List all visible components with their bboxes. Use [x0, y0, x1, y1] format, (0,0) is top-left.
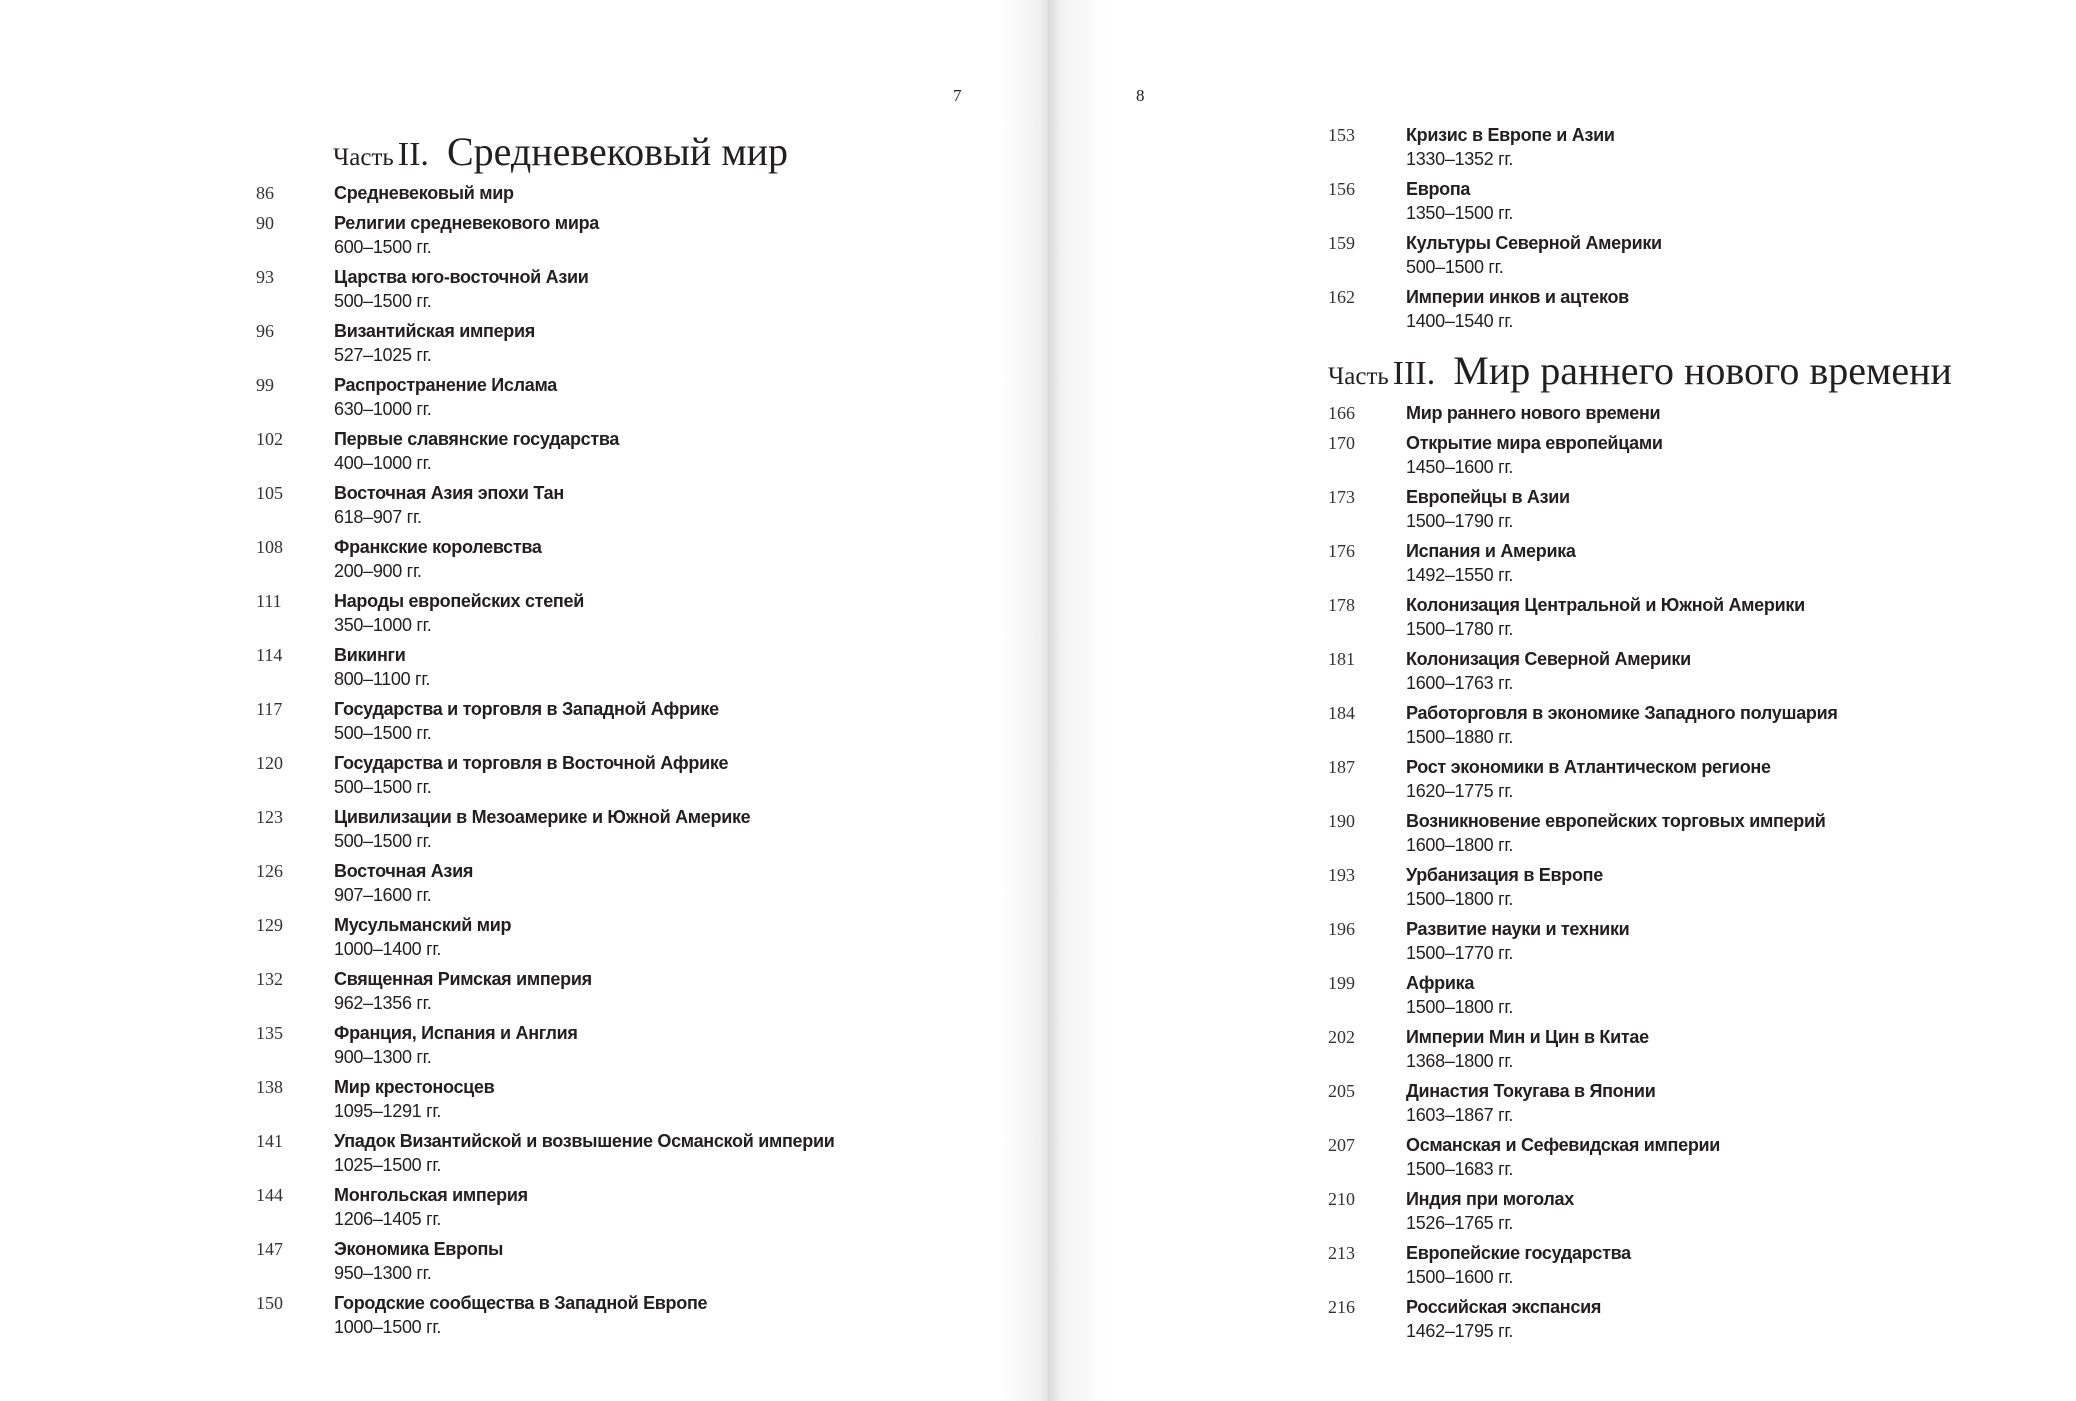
toc-date-range: 1450–1600 гг.: [1406, 457, 1514, 477]
part-label: Часть: [1328, 363, 1389, 390]
toc-date-range: 527–1025 гг.: [334, 345, 432, 365]
toc-date-range: 900–1300 гг.: [334, 1047, 432, 1067]
toc-page-number: 213: [1328, 1243, 1355, 1263]
toc-date-range: 1368–1800 гг.: [1406, 1051, 1514, 1071]
toc-entry[interactable]: [1328, 123, 1662, 171]
toc-page-number: 187: [1328, 757, 1355, 777]
toc-title: Династия Токугава в Японии: [1406, 1081, 1656, 1101]
toc-title: Викинги: [334, 645, 406, 665]
toc-date-range: 350–1000 гг.: [334, 615, 432, 635]
toc-page-number: 199: [1328, 973, 1355, 993]
toc-entry[interactable]: [1328, 647, 1838, 695]
toc-title: Открытие мира европейцами: [1406, 433, 1663, 453]
toc-date-range: 1000–1500 гг.: [334, 1317, 442, 1337]
toc-title: Царства юго-восточной Азии: [334, 267, 589, 287]
toc-date-range: 1462–1795 гг.: [1406, 1321, 1514, 1341]
toc-entry[interactable]: [256, 1237, 834, 1285]
toc-title: Культуры Северной Америки: [1406, 233, 1662, 253]
toc-date-range: 1000–1400 гг.: [334, 939, 442, 959]
toc-title: Кризис в Европе и Азии: [1406, 125, 1615, 145]
toc-entry[interactable]: [256, 859, 834, 907]
toc-entry[interactable]: [1328, 485, 1838, 533]
part-title: Мир раннего нового времени: [1453, 348, 1952, 393]
toc-title: Священная Римская империя: [334, 969, 592, 989]
toc-page-number: 111: [256, 591, 282, 611]
toc-title: Восточная Азия эпохи Тан: [334, 483, 564, 503]
toc-entry[interactable]: [1328, 593, 1838, 641]
toc-date-range: 1603–1867 гг.: [1406, 1105, 1514, 1125]
toc-date-range: 1500–1880 гг.: [1406, 727, 1514, 747]
toc-title: Мусульманский мир: [334, 915, 512, 935]
toc-date-range: 1620–1775 гг.: [1406, 781, 1514, 801]
toc-page-number: 120: [256, 753, 283, 773]
toc-title: Европейские государства: [1406, 1243, 1631, 1263]
toc-entry[interactable]: [1328, 1187, 1838, 1235]
toc-page-number: 176: [1328, 541, 1355, 561]
toc-page-number: 205: [1328, 1081, 1355, 1101]
page-number: 8: [1136, 86, 1145, 105]
toc-entry[interactable]: [1328, 1025, 1838, 1073]
toc-date-range: 1025–1500 гг.: [334, 1155, 442, 1175]
toc-title: Рост экономики в Атлантическом регионе: [1406, 757, 1771, 777]
toc-date-range: 1330–1352 гг.: [1406, 149, 1514, 169]
toc-entry[interactable]: [1328, 401, 1838, 425]
toc-date-range: 500–1500 гг.: [334, 831, 432, 851]
toc-date-range: 1500–1800 гг.: [1406, 889, 1514, 909]
toc-date-range: 907–1600 гг.: [334, 885, 432, 905]
toc-date-range: 1500–1683 гг.: [1406, 1159, 1514, 1179]
toc-entry[interactable]: [256, 373, 834, 421]
toc-entry[interactable]: [1328, 177, 1662, 225]
toc-title: Религии средневекового мира: [334, 213, 599, 233]
toc-entry[interactable]: [256, 265, 834, 313]
toc-title: Экономика Европы: [334, 1239, 504, 1259]
toc-title: Мир раннего нового времени: [1406, 403, 1661, 423]
toc-date-range: 1600–1800 гг.: [1406, 835, 1514, 855]
toc-title: Развитие науки и техники: [1406, 919, 1630, 939]
toc-page-number: 126: [256, 861, 283, 881]
toc-page-number: 170: [1328, 433, 1355, 453]
page-number: 7: [953, 86, 962, 105]
toc-title: Византийская империя: [334, 321, 535, 341]
toc-page-number: 129: [256, 915, 283, 935]
toc-page-number: 86: [256, 183, 274, 203]
toc-title: Возникновение европейских торговых империй: [1406, 811, 1826, 831]
toc-title: Государства и торговля в Восточной Африке: [334, 753, 729, 773]
toc-title: Народы европейских степей: [334, 591, 584, 611]
toc-page-number: 173: [1328, 487, 1355, 507]
toc-title: Африка: [1406, 973, 1475, 993]
toc-entry[interactable]: [1328, 1295, 1838, 1343]
toc-date-range: 1400–1540 гг.: [1406, 311, 1514, 331]
toc-date-range: 200–900 гг.: [334, 561, 422, 581]
toc-entry[interactable]: [256, 319, 834, 367]
toc-entry[interactable]: [256, 1075, 834, 1123]
toc-entry[interactable]: [256, 697, 834, 745]
toc-date-range: 1600–1763 гг.: [1406, 673, 1514, 693]
toc-entry[interactable]: [1328, 1133, 1838, 1181]
toc-entry[interactable]: [1328, 1079, 1838, 1127]
toc-title: Упадок Византийской и возвышение Османской империи: [334, 1131, 835, 1151]
toc-page-number: 132: [256, 969, 283, 989]
toc-date-range: 962–1356 гг.: [334, 993, 432, 1013]
toc-entry[interactable]: [1328, 539, 1838, 587]
toc-entry[interactable]: [256, 1183, 834, 1231]
toc-page-number: 141: [256, 1131, 283, 1151]
toc-page-number: 178: [1328, 595, 1355, 615]
toc-entry[interactable]: [256, 1021, 834, 1069]
toc-title: Государства и торговля в Западной Африке: [334, 699, 719, 719]
toc-entry[interactable]: [256, 181, 834, 205]
toc-page-number: 193: [1328, 865, 1355, 885]
toc-date-range: 1500–1800 гг.: [1406, 997, 1514, 1017]
toc-entry[interactable]: [256, 967, 834, 1015]
toc-page-number: 114: [256, 645, 283, 665]
toc-page-number: 102: [256, 429, 283, 449]
toc-page-number: 207: [1328, 1135, 1355, 1155]
toc-entry[interactable]: [256, 913, 834, 961]
part-roman: II.: [397, 136, 429, 173]
toc-title: Колонизация Северной Америки: [1406, 649, 1691, 669]
toc-page-number: 150: [256, 1293, 283, 1313]
toc-date-range: 600–1500 гг.: [334, 237, 432, 257]
toc-title: Цивилизации в Мезоамерике и Южной Америке: [334, 807, 751, 827]
toc-title: Работорговля в экономике Западного полушария: [1406, 703, 1838, 723]
toc-date-range: 950–1300 гг.: [334, 1263, 432, 1283]
toc-entry[interactable]: [256, 535, 834, 583]
toc-date-range: 1500–1790 гг.: [1406, 511, 1514, 531]
toc-page-number: 96: [256, 321, 274, 341]
toc-entry[interactable]: [1328, 231, 1662, 279]
toc-entry[interactable]: [256, 751, 834, 799]
toc-date-range: 618–907 гг.: [334, 507, 422, 527]
toc-page-number: 105: [256, 483, 283, 503]
toc-title: Империи инков и ацтеков: [1406, 287, 1629, 307]
toc-entry[interactable]: [256, 481, 834, 529]
toc-page-number: 159: [1328, 233, 1355, 253]
toc-page-number: 117: [256, 699, 283, 719]
toc-entry[interactable]: [1328, 1241, 1838, 1289]
toc-page-number: 108: [256, 537, 283, 557]
toc-page-number: 196: [1328, 919, 1355, 939]
toc-page-number: 138: [256, 1077, 283, 1097]
toc-title: Мир крестоносцев: [334, 1077, 495, 1097]
toc-title: Российская экспансия: [1406, 1297, 1602, 1317]
toc-entry[interactable]: [1328, 701, 1838, 749]
toc-date-range: 500–1500 гг.: [334, 723, 432, 743]
toc-title: Европа: [1406, 179, 1471, 199]
part-heading: [333, 128, 788, 175]
toc-page-number: 90: [256, 213, 274, 233]
toc-date-range: 1492–1550 гг.: [1406, 565, 1514, 585]
toc-entry[interactable]: [256, 1291, 834, 1339]
toc-date-range: 1206–1405 гг.: [334, 1209, 442, 1229]
toc-entry[interactable]: [256, 805, 834, 853]
toc-date-range: 800–1100 гг.: [334, 669, 431, 689]
toc-title: Восточная Азия: [334, 861, 474, 881]
toc-entry[interactable]: [256, 643, 834, 691]
part-title: Средневековый мир: [446, 129, 789, 174]
toc-entry[interactable]: [1328, 285, 1662, 333]
toc-title: Европейцы в Азии: [1406, 487, 1570, 507]
toc-title: Колонизация Центральной и Южной Америки: [1406, 595, 1805, 615]
toc-page-number: 93: [256, 267, 274, 287]
toc-title: Городские сообщества в Западной Европе: [334, 1293, 708, 1313]
toc-page-number: 99: [256, 375, 274, 395]
toc-title: Распространение Ислама: [334, 375, 557, 395]
toc-page-number: 147: [256, 1239, 283, 1259]
part-roman: III.: [1392, 355, 1436, 392]
toc-entry[interactable]: [256, 589, 834, 637]
toc-entry[interactable]: [1328, 917, 1838, 965]
toc-title: Франция, Испания и Англия: [334, 1023, 578, 1043]
toc-entry[interactable]: [1328, 431, 1838, 479]
toc-date-range: 500–1500 гг.: [334, 291, 432, 311]
part-label: Часть: [333, 144, 394, 171]
toc-entry[interactable]: [1328, 971, 1838, 1019]
toc-page-number: 166: [1328, 403, 1355, 423]
toc-list: [1328, 401, 1838, 1349]
toc-date-range: 500–1500 гг.: [334, 777, 432, 797]
toc-list: [256, 181, 834, 1345]
toc-date-range: 1500–1600 гг.: [1406, 1267, 1514, 1287]
toc-date-range: 400–1000 гг.: [334, 453, 432, 473]
toc-title: Франкские королевства: [334, 537, 542, 557]
toc-page-number: 123: [256, 807, 283, 827]
toc-entry[interactable]: [256, 211, 834, 259]
toc-page-number: 156: [1328, 179, 1355, 199]
toc-page-number: 190: [1328, 811, 1355, 831]
toc-date-range: 1500–1770 гг.: [1406, 943, 1514, 963]
toc-date-range: 500–1500 гг.: [1406, 257, 1504, 277]
toc-page-number: 181: [1328, 649, 1355, 669]
toc-date-range: 1500–1780 гг.: [1406, 619, 1514, 639]
toc-date-range: 1526–1765 гг.: [1406, 1213, 1514, 1233]
toc-entry[interactable]: [256, 427, 834, 475]
toc-page-number: 162: [1328, 287, 1355, 307]
toc-page-number: 202: [1328, 1027, 1355, 1047]
toc-title: Османская и Сефевидская империи: [1406, 1135, 1721, 1155]
toc-entry[interactable]: [256, 1129, 834, 1177]
toc-entry[interactable]: [1328, 809, 1838, 857]
toc-date-range: 630–1000 гг.: [334, 399, 432, 419]
right-page: [1048, 0, 2076, 1401]
toc-page-number: 184: [1328, 703, 1355, 723]
toc-title: Урбанизация в Европе: [1406, 865, 1603, 885]
toc-entry[interactable]: [1328, 863, 1838, 911]
toc-list: [1328, 123, 1662, 339]
toc-date-range: 1095–1291 гг.: [334, 1101, 442, 1121]
toc-page-number: 216: [1328, 1297, 1355, 1317]
toc-title: Индия при моголах: [1406, 1189, 1574, 1209]
toc-title: Средневековый мир: [334, 183, 514, 203]
toc-page-number: 135: [256, 1023, 283, 1043]
toc-date-range: 1350–1500 гг.: [1406, 203, 1514, 223]
toc-entry[interactable]: [1328, 755, 1838, 803]
toc-page-number: 153: [1328, 125, 1355, 145]
toc-title: Первые славянские государства: [334, 429, 620, 449]
toc-title: Монгольская империя: [334, 1185, 528, 1205]
toc-page-number: 210: [1328, 1189, 1355, 1209]
toc-page-number: 144: [256, 1185, 283, 1205]
toc-title: Империи Мин и Цин в Китае: [1406, 1027, 1649, 1047]
part-heading: [1328, 347, 1952, 394]
toc-title: Испания и Америка: [1406, 541, 1576, 561]
